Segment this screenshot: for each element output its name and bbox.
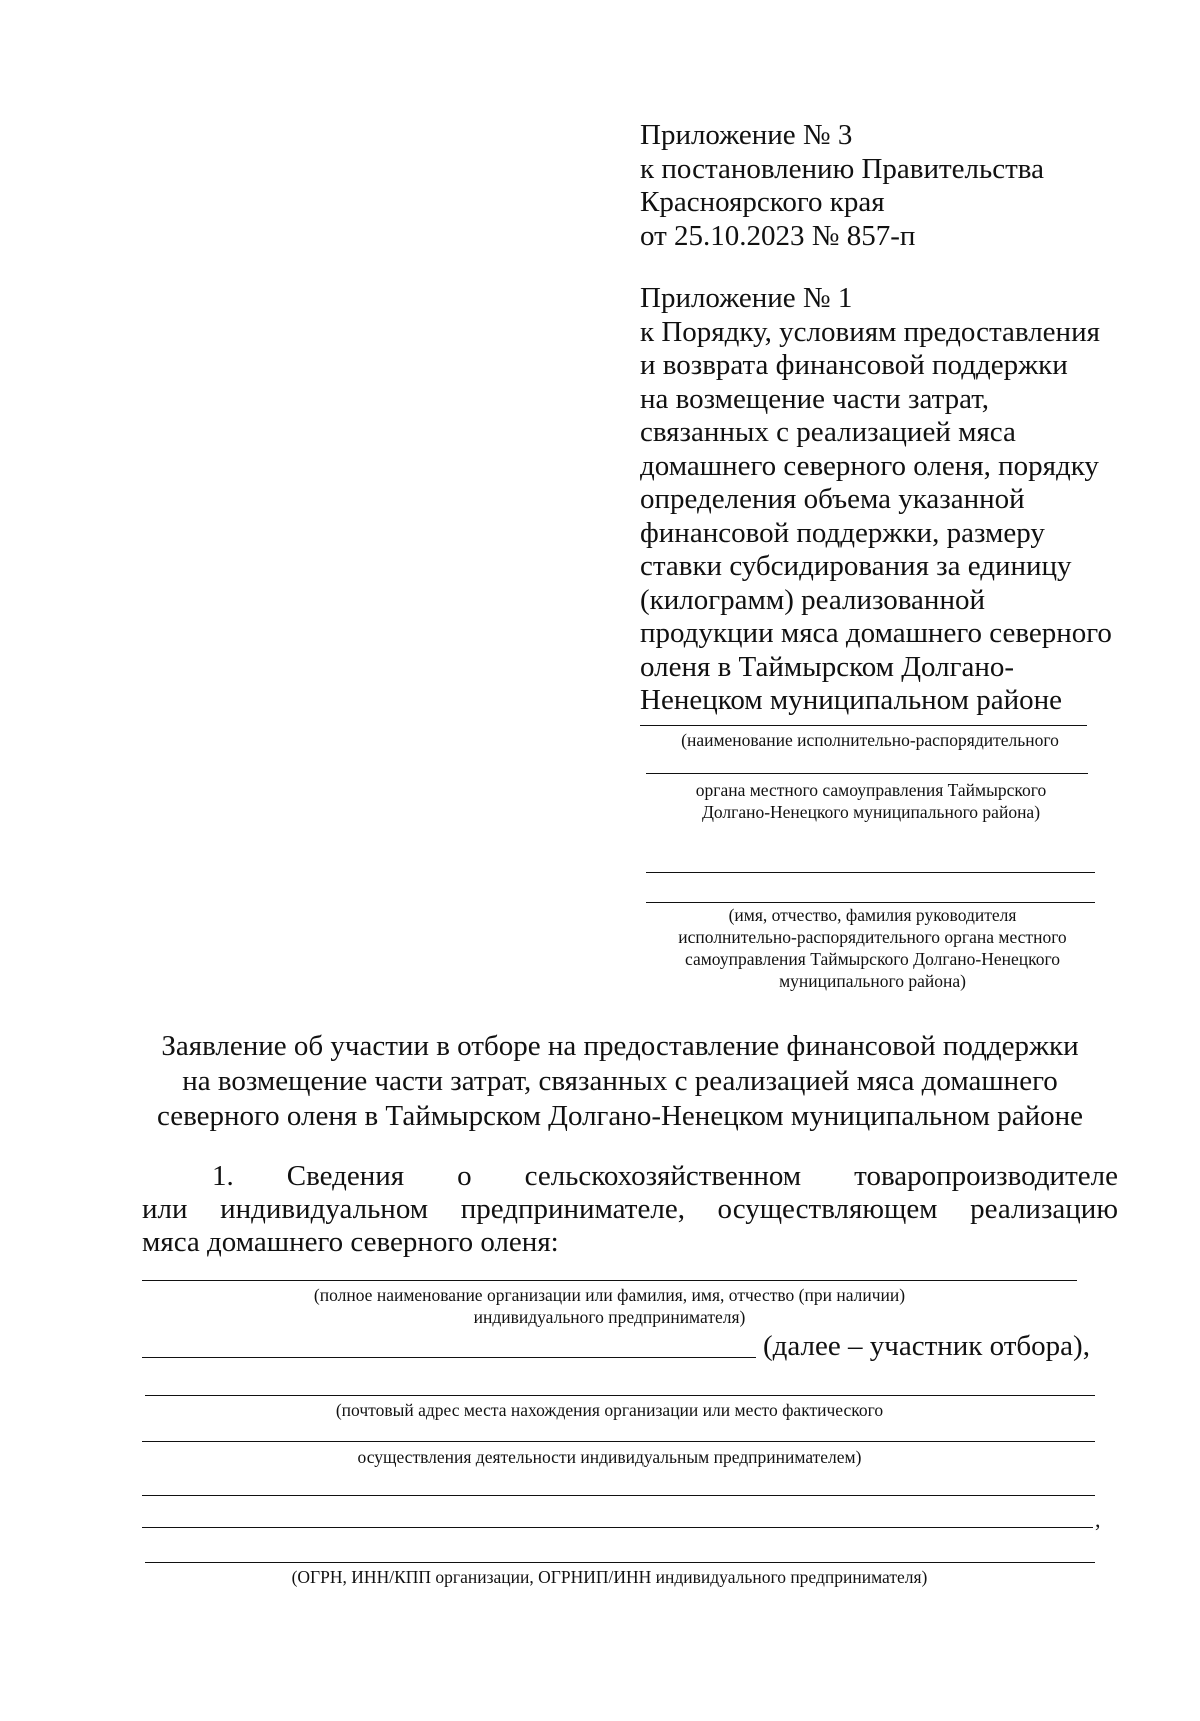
appendix-1-line: домашнего северного оленя, порядку — [640, 449, 1099, 482]
address-field[interactable] — [142, 1495, 1095, 1496]
paragraph-line: мяса домашнего северного оленя: — [142, 1226, 559, 1258]
addressee-blank-line[interactable] — [646, 773, 1088, 774]
appendix-1-line: на возмещение части затрат, — [640, 382, 990, 415]
address-caption: осуществления деятельности индивидуальным предпринимателем) — [357, 1447, 862, 1467]
appendix-3-line: от 25.10.2023 № 857-п — [640, 219, 916, 252]
appendix-3-line: Приложение № 3 — [640, 119, 853, 151]
word: товаропроизводителе — [854, 1160, 1118, 1192]
head-caption: муниципального района) — [779, 971, 966, 991]
appendix-1-line: определения объема указанной — [640, 483, 1025, 515]
title-line: северного оленя в Таймырском Долгано-Ненецком муниципальном районе — [156, 1100, 1084, 1132]
participant-name-field[interactable] — [142, 1357, 756, 1358]
organization-name-caption: (полное наименование организации или фамилия, имя, отчество (при наличии) — [313, 1285, 906, 1305]
organization-name-field[interactable] — [142, 1280, 1077, 1281]
word: о — [457, 1160, 472, 1192]
justified-line — [142, 1193, 1118, 1226]
participant-suffix: (далее – участник отбора), — [763, 1330, 1090, 1362]
addressee-caption-body: (наименование исполнительно-распорядительного — [681, 730, 1059, 750]
appendix-1-header — [640, 282, 1120, 718]
word: осуществляющем — [717, 1193, 938, 1225]
addressee-blank-line[interactable] — [640, 725, 1087, 726]
document-title — [130, 1029, 1110, 1134]
appendix-1-line: ставки субсидирования за единицу — [640, 550, 1072, 582]
section-number: 1. — [212, 1160, 234, 1192]
appendix-1-line: связанных с реализацией мяса — [640, 416, 1016, 448]
appendix-1-line: Ненецком муниципальном районе — [640, 684, 1063, 716]
appendix-1-line: и возврата финансовой поддержки — [640, 349, 1068, 381]
justified-line — [142, 1160, 1118, 1193]
appendix-1-line: продукции мяса домашнего северного — [640, 617, 1112, 649]
appendix-3-header — [640, 119, 1120, 253]
title-line: Заявление об участии в отборе на предоставление финансовой поддержки — [161, 1030, 1079, 1062]
section-1-paragraph — [142, 1160, 1118, 1259]
word: Сведения — [286, 1160, 405, 1192]
organization-name-caption: индивидуального предпринимателя) — [473, 1307, 746, 1327]
registration-ids-caption: (ОГРН, ИНН/КПП организации, ОГРНИП/ИНН индивидуального предпринимателя) — [291, 1567, 928, 1587]
addressee-blank-line[interactable] — [646, 902, 1095, 903]
head-caption: (имя, отчество, фамилия руководителя — [728, 905, 1017, 925]
appendix-1-line: финансовой поддержки, размеру — [640, 516, 1045, 549]
word: индивидуальном — [220, 1193, 429, 1225]
address-field[interactable] — [142, 1441, 1095, 1442]
appendix-3-line: Красноярского края — [640, 186, 885, 218]
addressee-caption-body: Долгано-Ненецкого муниципального района) — [701, 802, 1041, 822]
addressee-caption-body: органа местного самоуправления Таймырского — [695, 780, 1047, 800]
head-caption: исполнительно-распорядительного органа местного — [678, 927, 1067, 947]
appendix-1-line: оленя в Таймырском Долгано- — [640, 650, 1015, 683]
title-line: на возмещение части затрат, связанных с реализацией мяса домашнего — [182, 1065, 1058, 1097]
appendix-1-line: (килограмм) реализованной — [640, 583, 985, 616]
word: реализацию — [970, 1193, 1118, 1225]
word: предпринимателе, — [460, 1193, 685, 1225]
address-field[interactable] — [142, 1527, 1093, 1528]
address-field[interactable] — [145, 1395, 1095, 1396]
registration-ids-field[interactable] — [145, 1562, 1095, 1563]
appendix-1-line: к Порядку, условиям предоставления — [640, 315, 1100, 348]
line-comma: , — [1095, 1507, 1101, 1532]
appendix-3-line: к постановлению Правительства — [640, 152, 1044, 185]
word: или — [142, 1193, 188, 1225]
appendix-1-line: Приложение № 1 — [640, 282, 853, 314]
word: сельскохозяйственном — [524, 1160, 802, 1192]
head-caption: самоуправления Таймырского Долгано-Ненецкого — [684, 949, 1061, 969]
addressee-blank-line[interactable] — [646, 872, 1095, 873]
address-caption: (почтовый адрес места нахождения организации или место фактического — [335, 1400, 884, 1420]
